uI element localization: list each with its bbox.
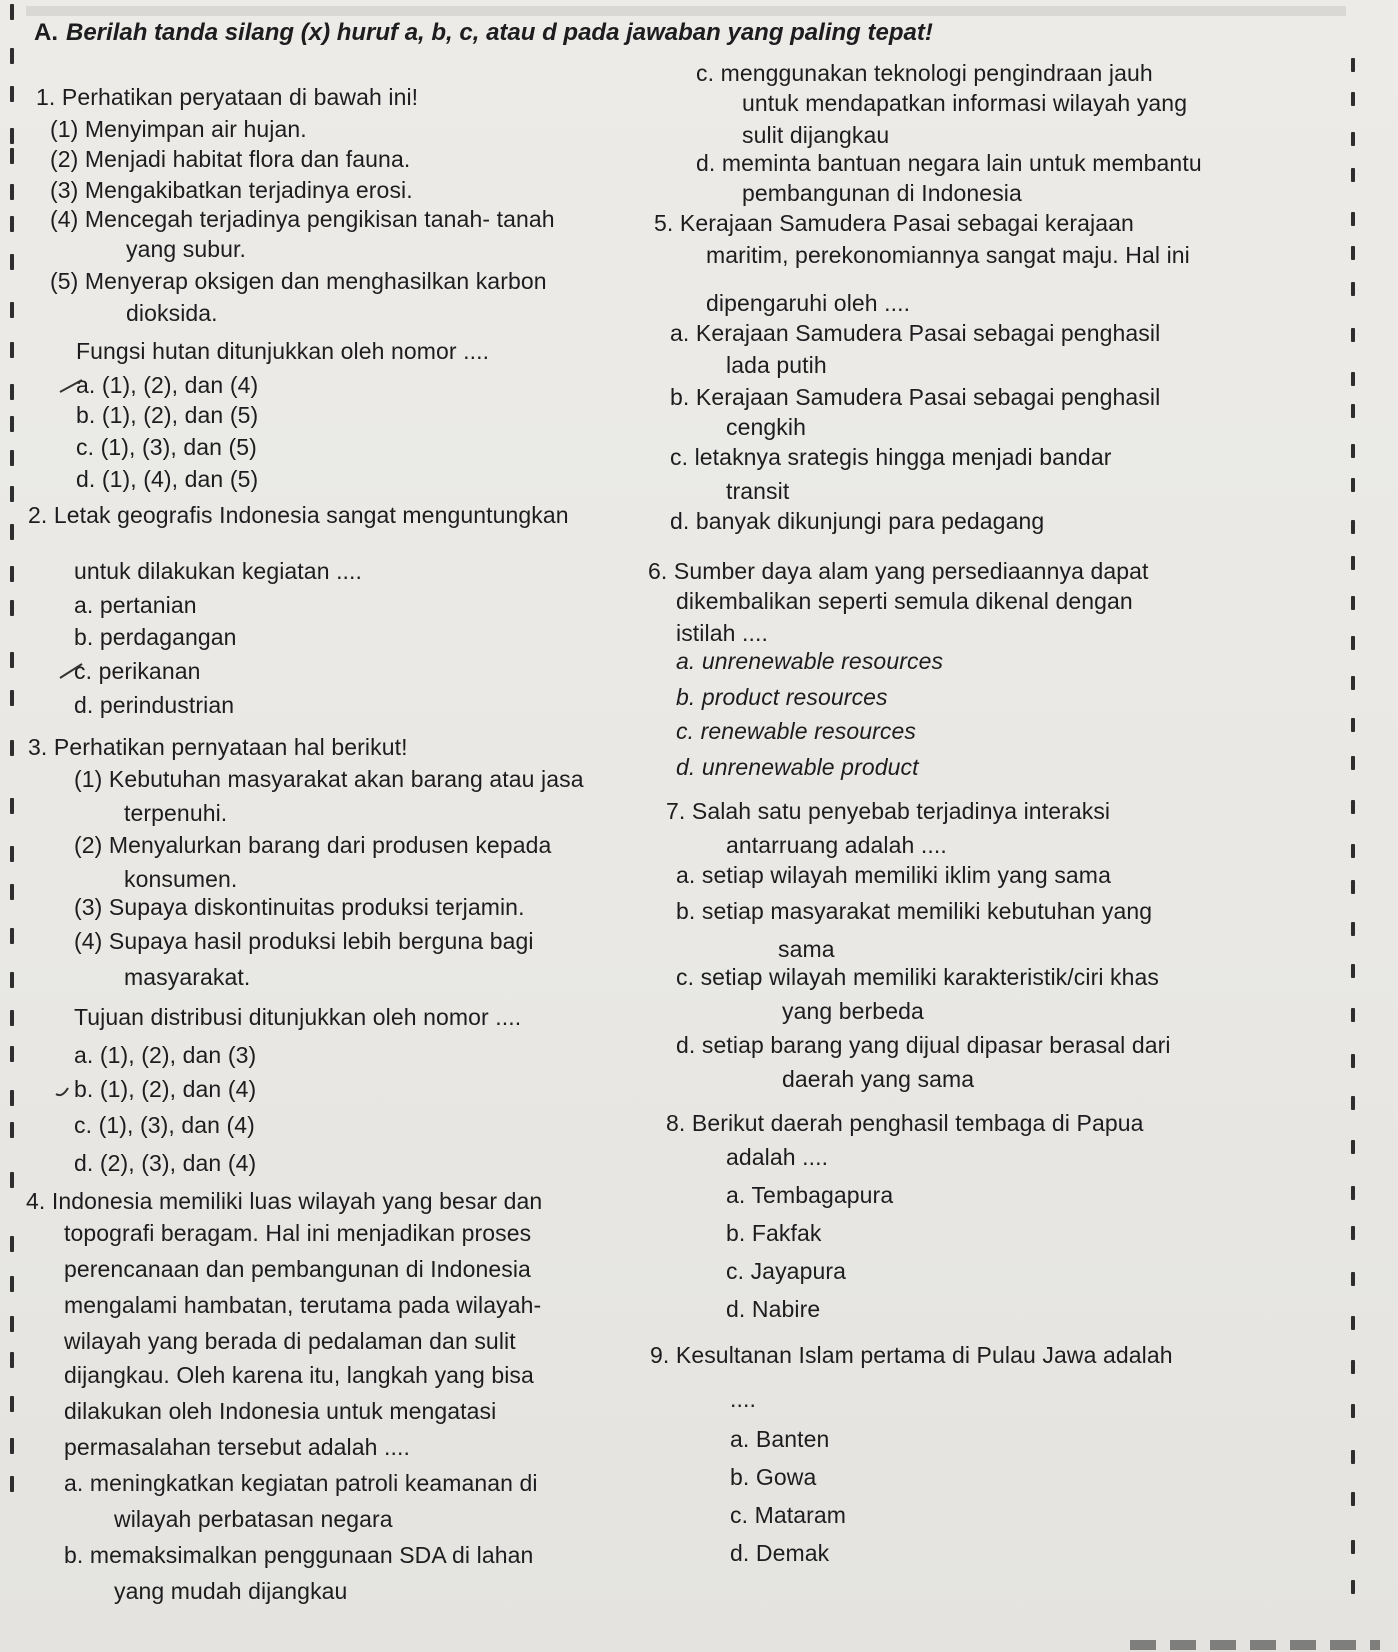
q3-stem: 3. Perhatikan pernyataan hal berikut! bbox=[28, 734, 408, 760]
q6-option-a[interactable]: a. unrenewable resources bbox=[676, 648, 944, 674]
q8-option-c[interactable]: c. Jayapura bbox=[726, 1258, 846, 1284]
q4-option-b-cont: yang mudah dijangkau bbox=[114, 1578, 348, 1604]
bottom-edge-marks bbox=[1130, 1640, 1380, 1650]
q5-option-a-cont: lada putih bbox=[726, 352, 827, 378]
q1-option-a[interactable]: a. (1), (2), dan (4) bbox=[76, 372, 259, 398]
q5-option-b-cont: cengkih bbox=[726, 414, 806, 440]
q3-option-a[interactable]: a. (1), (2), dan (3) bbox=[74, 1042, 257, 1068]
q7-stem: 7. Salah satu penyebab terjadinya interaksi bbox=[666, 798, 1111, 824]
q1-option-c[interactable]: c. (1), (3), dan (5) bbox=[76, 434, 257, 460]
q1-option-d[interactable]: d. (1), (4), dan (5) bbox=[76, 466, 259, 492]
q1-stem: 1. Perhatikan peryataan di bawah ini! bbox=[36, 84, 419, 110]
q5-option-c-cont: transit bbox=[726, 478, 790, 504]
q8-option-d[interactable]: d. Nabire bbox=[726, 1296, 821, 1322]
q3-statement: (3) Supaya diskontinuitas produksi terjamin. bbox=[74, 894, 525, 920]
q3-prompt: Tujuan distribusi ditunjukkan oleh nomor .... bbox=[74, 1004, 522, 1030]
q4-option-d-cont: pembangunan di Indonesia bbox=[742, 180, 1022, 206]
q1-option-b[interactable]: b. (1), (2), dan (5) bbox=[76, 402, 259, 428]
q6-option-d[interactable]: d. unrenewable product bbox=[676, 754, 919, 780]
q1-statement: (5) Menyerap oksigen dan menghasilkan karbon bbox=[50, 268, 547, 294]
q8-option-a[interactable]: a. Tembagapura bbox=[726, 1182, 894, 1208]
q1-prompt: Fungsi hutan ditunjukkan oleh nomor .... bbox=[76, 338, 490, 364]
q2-stem: 2. Letak geografis Indonesia sangat menguntungkan bbox=[28, 502, 569, 528]
q4-stem-cont: perencanaan dan pembangunan di Indonesia bbox=[64, 1256, 531, 1282]
q7-option-a[interactable]: a. setiap wilayah memiliki iklim yang sama bbox=[676, 862, 1111, 888]
q5-option-b[interactable]: b. Kerajaan Samudera Pasai sebagai penghasil bbox=[670, 384, 1161, 410]
q2-option-d[interactable]: d. perindustrian bbox=[74, 692, 235, 718]
q4-stem-cont: dijangkau. Oleh karena itu, langkah yang bisa bbox=[64, 1362, 534, 1388]
q5-stem-cont: dipengaruhi oleh .... bbox=[706, 290, 911, 316]
q7-option-c-cont: yang berbeda bbox=[782, 998, 924, 1024]
q8-option-b[interactable]: b. Fakfak bbox=[726, 1220, 822, 1246]
q4-stem-cont: permasalahan tersebut adalah .... bbox=[64, 1434, 410, 1460]
q8-stem-cont: adalah .... bbox=[726, 1144, 829, 1170]
q7-option-d[interactable]: d. setiap barang yang dijual dipasar berasal dari bbox=[676, 1032, 1171, 1058]
q4-option-c-cont: untuk mendapatkan informasi wilayah yang bbox=[742, 90, 1188, 116]
q9-option-b[interactable]: b. Gowa bbox=[730, 1464, 817, 1490]
q2-option-a[interactable]: a. pertanian bbox=[74, 592, 197, 618]
q4-option-c[interactable]: c. menggunakan teknologi pengindraan jauh bbox=[696, 60, 1153, 86]
q4-stem-cont: wilayah yang berada di pedalaman dan sulit bbox=[64, 1328, 516, 1354]
q6-stem-cont: istilah .... bbox=[676, 620, 768, 646]
q5-option-c[interactable]: c. letaknya srategis hingga menjadi bandar bbox=[670, 444, 1112, 470]
q7-stem-cont: antarruang adalah .... bbox=[726, 832, 947, 858]
q3-option-d[interactable]: d. (2), (3), dan (4) bbox=[74, 1150, 257, 1176]
q5-stem: 5. Kerajaan Samudera Pasai sebagai kerajaan bbox=[654, 210, 1134, 236]
tick-mark bbox=[60, 380, 82, 392]
q5-option-d[interactable]: d. banyak dikunjungi para pedagang bbox=[670, 508, 1045, 534]
q1-statement-cont: dioksida. bbox=[126, 300, 218, 326]
q9-option-d[interactable]: d. Demak bbox=[730, 1540, 830, 1566]
q3-option-b[interactable]: b. (1), (2), dan (4) bbox=[74, 1076, 257, 1102]
q3-statement: (1) Kebutuhan masyarakat akan barang atau jasa bbox=[74, 766, 584, 792]
q6-option-b[interactable]: b. product resources bbox=[676, 684, 888, 710]
q5-option-a[interactable]: a. Kerajaan Samudera Pasai sebagai penghasil bbox=[670, 320, 1161, 346]
q6-stem-cont: dikembalikan seperti semula dikenal dengan bbox=[676, 588, 1133, 614]
q1-statement-cont: yang subur. bbox=[126, 236, 247, 262]
q4-stem-cont: topografi beragam. Hal ini menjadikan proses bbox=[64, 1220, 532, 1246]
q4-stem-cont: mengalami hambatan, terutama pada wilayah- bbox=[64, 1292, 542, 1318]
section-instruction: Berilah tanda silang (x) huruf a, b, c, atau d pada jawaban yang paling tepat! bbox=[66, 19, 933, 46]
q4-stem-cont: dilakukan oleh Indonesia untuk mengatasi bbox=[64, 1398, 497, 1424]
q7-option-d-cont: daerah yang sama bbox=[782, 1066, 975, 1092]
q4-option-a[interactable]: a. meningkatkan kegiatan patroli keamanan di bbox=[64, 1470, 538, 1496]
q7-option-b[interactable]: b. setiap masyarakat memiliki kebutuhan yang bbox=[676, 898, 1153, 924]
q4-stem: 4. Indonesia memiliki luas wilayah yang besar dan bbox=[26, 1188, 543, 1214]
tick-mark bbox=[60, 664, 82, 678]
q4-option-d[interactable]: d. meminta bantuan negara lain untuk membantu bbox=[696, 150, 1202, 176]
q2-option-b[interactable]: b. perdagangan bbox=[74, 624, 237, 650]
q2-option-c[interactable]: c. perikanan bbox=[74, 658, 201, 684]
q3-statement: (4) Supaya hasil produksi lebih berguna bagi bbox=[74, 928, 534, 954]
q4-option-c-cont: sulit dijangkau bbox=[742, 122, 890, 148]
q4-option-b[interactable]: b. memaksimalkan penggunaan SDA di lahan bbox=[64, 1542, 534, 1568]
q2-stem-cont: untuk dilakukan kegiatan .... bbox=[74, 558, 363, 584]
q9-stem-cont: .... bbox=[730, 1386, 756, 1412]
q9-option-c[interactable]: c. Mataram bbox=[730, 1502, 847, 1528]
q1-statement: (1) Menyimpan air hujan. bbox=[50, 116, 307, 142]
q6-stem: 6. Sumber daya alam yang persediaannya dapat bbox=[648, 558, 1149, 584]
q5-stem-cont: maritim, perekonomiannya sangat maju. Hal ini bbox=[706, 242, 1190, 268]
q3-statement-cont: konsumen. bbox=[124, 866, 238, 892]
q3-statement: (2) Menyalurkan barang dari produsen kepada bbox=[74, 832, 552, 858]
section-letter: A. bbox=[34, 19, 58, 46]
q4-option-a-cont: wilayah perbatasan negara bbox=[114, 1506, 393, 1532]
q1-statement: (3) Mengakibatkan terjadinya erosi. bbox=[50, 177, 413, 203]
q8-stem: 8. Berikut daerah penghasil tembaga di Papua bbox=[666, 1110, 1144, 1136]
q1-statement: (2) Menjadi habitat flora dan fauna. bbox=[50, 146, 411, 172]
q3-option-c[interactable]: c. (1), (3), dan (4) bbox=[74, 1112, 255, 1138]
q1-statement: (4) Mencegah terjadinya pengikisan tanah- tanah bbox=[50, 206, 555, 232]
q3-statement-cont: masyarakat. bbox=[124, 964, 251, 990]
q9-option-a[interactable]: a. Banten bbox=[730, 1426, 830, 1452]
q6-option-c[interactable]: c. renewable resources bbox=[676, 718, 916, 744]
tick-mark bbox=[56, 1088, 68, 1095]
q3-statement-cont: terpenuhi. bbox=[124, 800, 228, 826]
q7-option-b-cont: sama bbox=[778, 936, 835, 962]
q9-stem: 9. Kesultanan Islam pertama di Pulau Jawa adalah bbox=[650, 1342, 1173, 1368]
q7-option-c[interactable]: c. setiap wilayah memiliki karakteristik/ciri khas bbox=[676, 964, 1160, 990]
